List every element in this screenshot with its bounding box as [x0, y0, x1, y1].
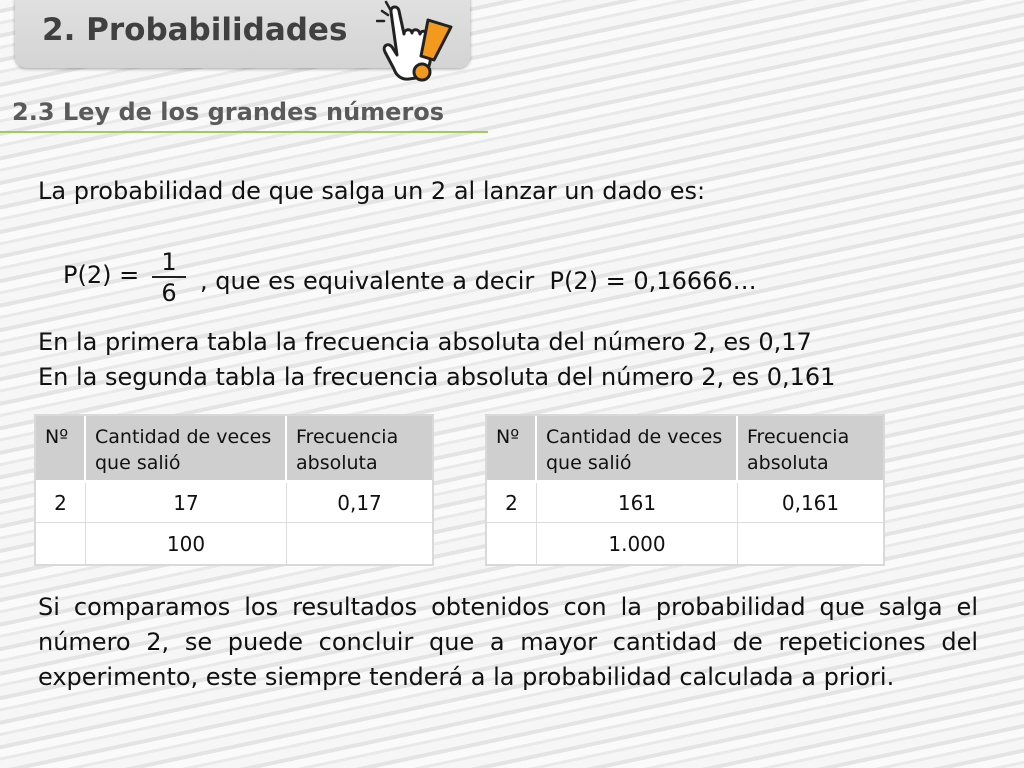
header-count: Cantidad de veces que salió: [537, 416, 738, 483]
section-subtitle: 2.3 Ley de los grandes números: [12, 98, 445, 126]
header-number: Nº: [487, 416, 537, 483]
header-frequency: Frecuencia absoluta: [738, 416, 883, 483]
header-frequency: Frecuencia absoluta: [287, 416, 432, 483]
slide-title: 2. Probabilidades: [42, 12, 348, 48]
cell-frequency: 0,161: [738, 483, 883, 523]
table-row: [487, 483, 883, 523]
fraction-denominator: 6: [161, 279, 177, 307]
cell-count: 17: [86, 483, 287, 523]
formula-lhs: P(2) =: [63, 261, 140, 289]
statement-second-table: En la segunda tabla la frecuencia absoluta del número 2, es 0,161: [38, 363, 836, 391]
table-header-row: [36, 416, 432, 483]
fraction: [152, 248, 186, 308]
cell-count: 161: [537, 483, 738, 523]
intro-text: La probabilidad de que salga un 2 al lanzar un dado es:: [38, 177, 706, 205]
cell-number: [487, 523, 537, 564]
cell-total: 1.000: [537, 523, 738, 564]
header-number: Nº: [36, 416, 86, 483]
cell-number: 2: [36, 483, 86, 523]
subtitle-divider: [0, 131, 488, 133]
conclusion-paragraph: Si comparamos los resultados obtenidos con la probabilidad que salga el número 2, se puede concluir que a mayor cantidad de repeticiones del experimento, este siempre tenderá a la probabilidad calculada a priori.: [38, 593, 978, 691]
formula-equivalence: , que es equivalente a decir P(2) = 0,16666…: [200, 267, 757, 295]
cell-number: [36, 523, 86, 564]
frequency-table-2: [487, 416, 883, 564]
frequency-table-1: [36, 416, 432, 564]
table-header-row: [487, 416, 883, 483]
cell-frequency: [287, 523, 432, 564]
table-row: [36, 483, 432, 523]
header-count: Cantidad de veces que salió: [86, 416, 287, 483]
statement-first-table: En la primera tabla la frecuencia absoluta del número 2, es 0,17: [38, 328, 812, 356]
cell-frequency: 0,17: [287, 483, 432, 523]
hand-pointer-exclamation-icon: [376, 0, 460, 86]
fraction-numerator: 1: [161, 248, 177, 276]
table-row-total: [487, 523, 883, 564]
cell-number: 2: [487, 483, 537, 523]
cell-frequency: [738, 523, 883, 564]
cell-total: 100: [86, 523, 287, 564]
table-row-total: [36, 523, 432, 564]
